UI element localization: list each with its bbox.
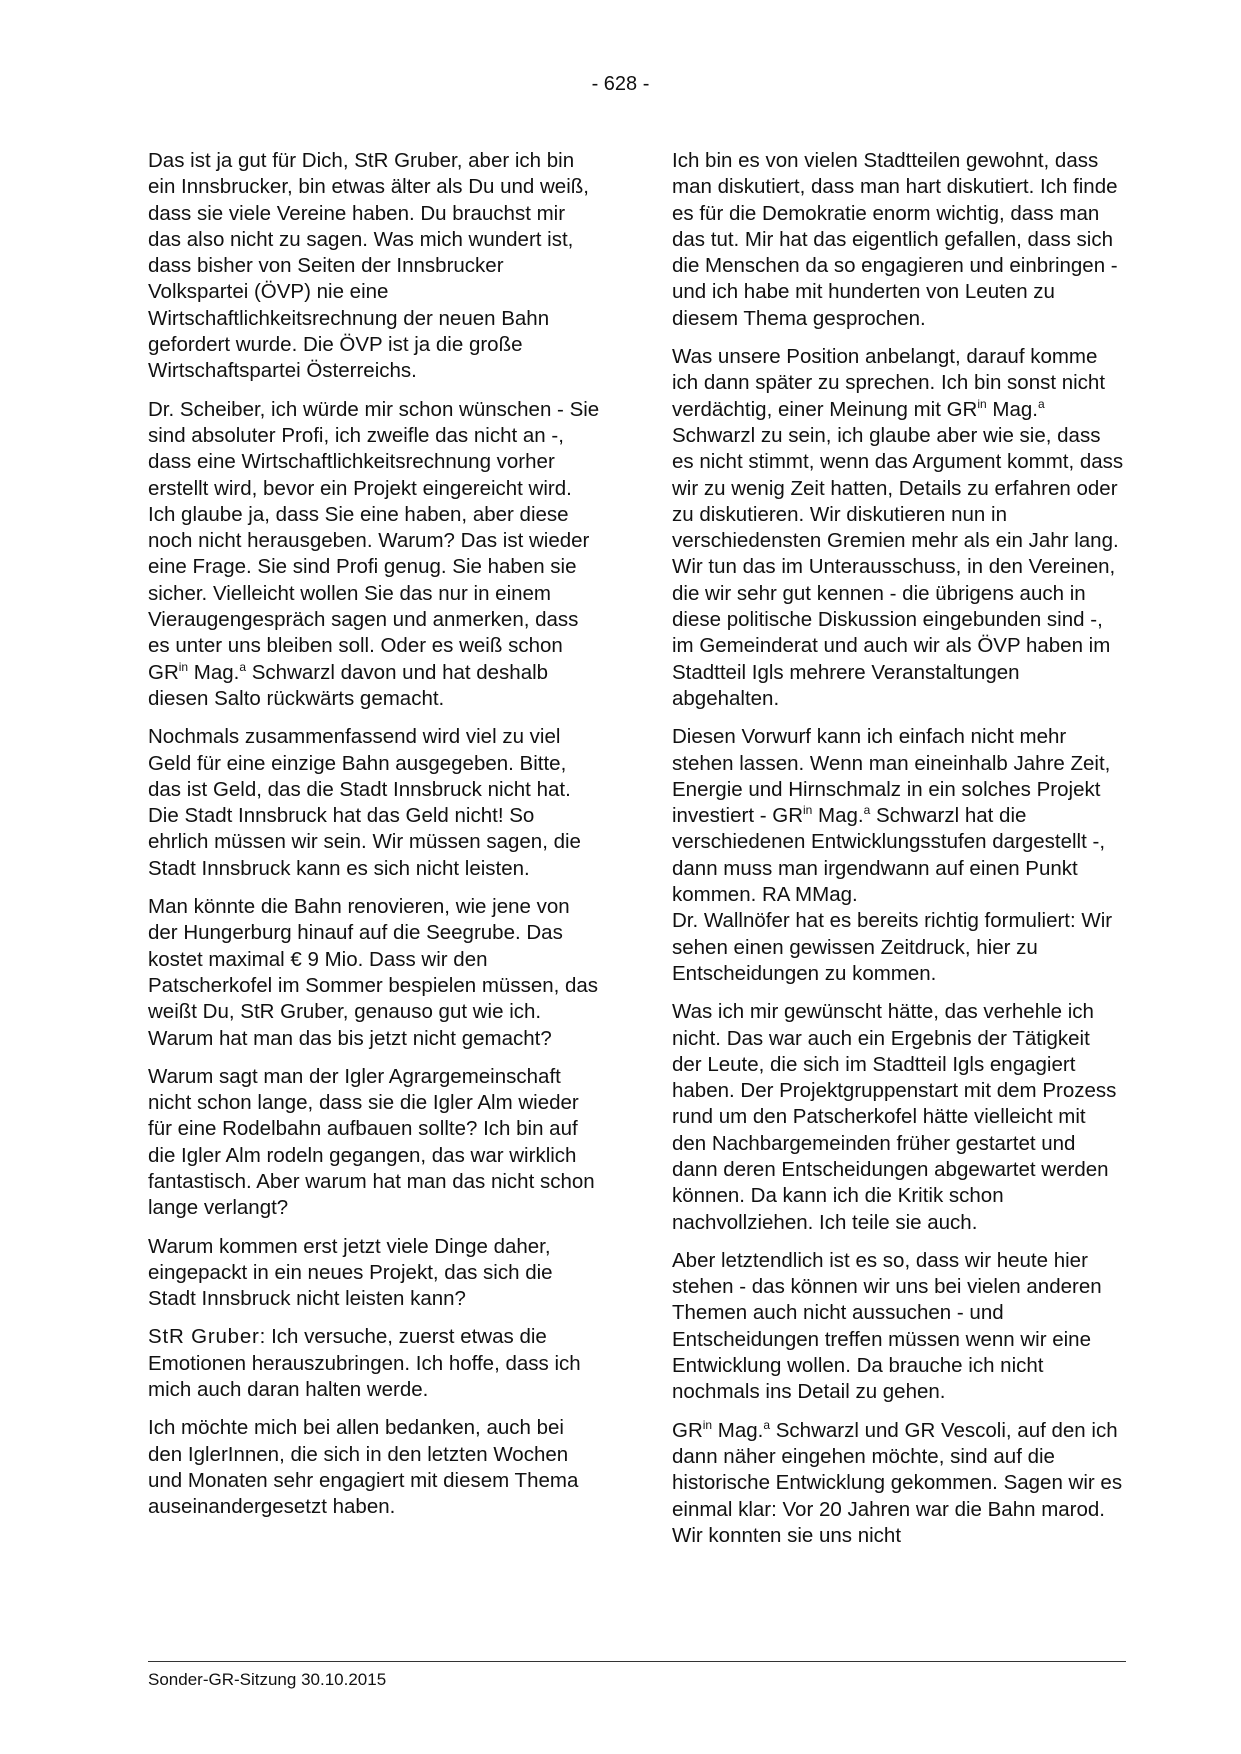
paragraph-text: Mag. <box>986 397 1038 421</box>
paragraph-text: Was unsere Position anbelangt, darauf komme ich dann später zu sprechen. Ich bin sonst nicht verdächtig, einer Meinung mit GR <box>672 345 1106 421</box>
superscript: in <box>977 396 987 411</box>
paragraph <box>672 344 1124 712</box>
left-column <box>148 148 600 1533</box>
paragraph-text: Diesen Vorwurf kann ich einfach nicht mehr stehen lassen. Wenn man eineinhalb Jahre Zeit, Energie und Hirnschmalz in ein solches Projekt investiert - GR <box>672 725 1111 828</box>
paragraph-text: Mag. <box>188 660 240 684</box>
paragraph-text: Mag. <box>712 1418 764 1442</box>
footer-session-label: Sonder-GR-Sitzung 30.10.2015 <box>148 1670 387 1689</box>
paragraph: Man könnte die Bahn renovieren, wie jene von der Hungerburg hinauf auf die Seegrube. Das kostet maximal € 9 Mio. Dass wir den Patscherkofel im Sommer bespielen müssen, das weißt Du, StR Gruber, genauso gut wie ich. Warum hat man das bis jetzt nicht gemacht? <box>148 895 599 1050</box>
paragraph: Das ist ja gut für Dich, StR Gruber, aber ich bin ein Innsbrucker, bin etwas älter als Du und weiß, dass sie viele Vereine haben. Du brauchst mir das also nicht zu sagen. Was mich wundert ist, dass bisher von Seiten der Innsbrucker Volkspartei (ÖVP) nie eine Wirtschaftlichkeitsrechnung der neuen Bahn gefordert wurde. Die ÖVP ist ja die große Wirtschaftspartei Österreichs. <box>148 149 589 383</box>
paragraph <box>148 1324 600 1403</box>
superscript: in <box>803 803 813 818</box>
paragraph <box>672 724 1124 908</box>
speaker-name: StR Gruber <box>148 1325 260 1349</box>
superscript: a <box>239 659 247 674</box>
superscript: in <box>178 659 189 674</box>
paragraph <box>672 1418 1124 1549</box>
paragraph: Was ich mir gewünscht hätte, das verhehle ich nicht. Das war auch ein Ergebnis der Tätigkeit der Leute, die sich im Stadtteil Igls engagiert haben. Der Projektgruppenstart mit dem Prozess rund um den Patscherkofel hätte vielleicht mit den Nachbargemeinden früher gestartet und dann deren Entscheidungen abgewartet werden können. Da kann ich die Kritik schon nachvollziehen. Ich teile sie auch. <box>672 1000 1117 1234</box>
paragraph: Warum kommen erst jetzt viele Dinge daher, eingepackt in ein neues Projekt, das sich die Stadt Innsbruck nicht leisten kann? <box>148 1234 553 1311</box>
superscript: a <box>863 803 871 818</box>
right-column <box>672 148 1124 1561</box>
paragraph-text: Schwarzl hat die verschiedenen Entwicklungsstufen dargestellt -, dann muss man irgendwann auf einen Punkt kommen. RA MMag. <box>672 804 1106 907</box>
superscript: a <box>763 1417 771 1432</box>
paragraph-text: Schwarzl und GR Vescoli, auf den ich dann näher eingehen möchte, sind auf die historische Entwicklung gekommen. Sagen wir es einmal klar: Vor 20 Jahren war die Bahn marod. Wir konnten sie uns nicht <box>672 1418 1123 1547</box>
paragraph-text: Schwarzl davon und hat deshalb diesen Salto rückwärts gemacht. <box>148 660 549 710</box>
superscript: in <box>702 1417 713 1432</box>
paragraph: Warum sagt man der Igler Agrargemeinschaft nicht schon lange, dass sie die Igler Alm wieder für eine Rodelbahn aufbauen sollte? Ich bin auf die Igler Alm rodeln gegangen, das war wirklich fantastisch. Aber warum hat man das nicht schon lange verlangt? <box>148 1064 595 1220</box>
paragraph-text: Dr. Scheiber, ich würde mir schon wünschen - Sie sind absoluter Profi, ich zweifle das nicht an -, dass eine Wirtschaftlichkeitsrechnung vorher erstellt wird, bevor ein Projekt eingereicht wird. Ich glaube ja, dass Sie eine haben, aber diese noch nicht herausgeben. Warum? Das ist wieder eine Frage. Sie sind Profi genug. Sie haben sie sicher. Vielleicht wollen Sie das nur in einem Vieraugengespräch sagen und anmerken, dass es unter uns bleiben soll. Oder es weiß schon GR <box>148 397 600 684</box>
paragraph: Dr. Wallnöfer hat es bereits richtig formuliert: Wir sehen einen gewissen Zeitdruck, hier zu Entscheidungen zu kommen. <box>672 909 1113 985</box>
paragraph: Nochmals zusammenfassend wird viel zu viel Geld für eine einzige Bahn ausgegeben. Bitte, das ist Geld, das die Stadt Innsbruck nicht hat. Die Stadt Innsbruck hat das Geld nicht! So ehrlich müssen wir sein. Wir müssen sagen, die Stadt Innsbruck kann es sich nicht leisten. <box>148 725 581 880</box>
page-number: - 628 - <box>591 73 650 95</box>
paragraph-text: GR <box>672 1418 703 1442</box>
superscript: a <box>1037 396 1045 411</box>
paragraph: Aber letztendlich ist es so, dass wir heute hier stehen - das können wir uns bei vielen anderen Themen auch nicht aussuchen - und Entscheidungen treffen müssen wenn wir eine Entwicklung wollen. Da brauche ich nicht nochmals ins Detail zu gehen. <box>672 1248 1102 1404</box>
footer-divider <box>148 1661 1126 1662</box>
paragraph: Ich bin es von vielen Stadtteilen gewohnt, dass man diskutiert, dass man hart diskutiert. Ich finde es für die Demokratie enorm wichtig, dass man das tut. Mir hat das eigentlich gefallen, dass sich die Menschen da so engagieren und einbringen - und ich habe mit hunderten von Leuten zu diesem Thema gesprochen. <box>672 149 1118 330</box>
paragraph <box>148 397 600 713</box>
paragraph: Ich möchte mich bei allen bedanken, auch bei den IglerInnen, die sich in den letzten Wochen und Monaten sehr engagiert mit diesem Thema auseinandergesetzt haben. <box>148 1416 579 1519</box>
paragraph-text: Schwarzl zu sein, ich glaube aber wie sie, dass es nicht stimmt, wenn das Argument kommt, dass wir zu wenig Zeit hatten, Details zu erfahren oder zu diskutieren. Wir diskutieren nun in verschiedensten Gremien mehr als ein Jahr lang. Wir tun das im Unterausschuss, in den Vereinen, die wir sehr gut kennen - die übrigens auch in diese politische Diskussion eingebunden sind -, im Gemeinderat und auch wir als ÖVP haben im Stadtteil Igls mehrere Veranstaltungen abgehalten. <box>672 423 1124 710</box>
paragraph-text: : Ich versuche, zuerst etwas die Emotionen herauszubringen. Ich hoffe, dass ich mich auch daran halten werde. <box>148 1325 581 1402</box>
paragraph-text: Mag. <box>812 804 864 828</box>
